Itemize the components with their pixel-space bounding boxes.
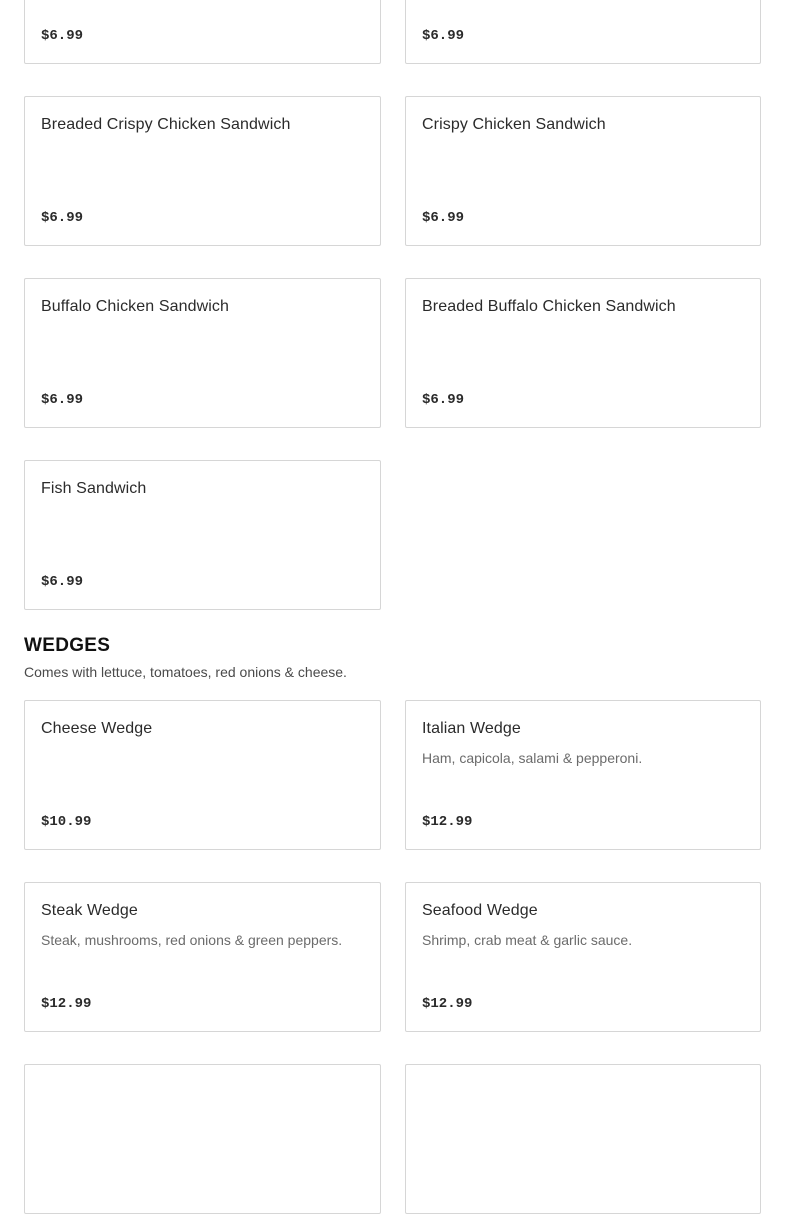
- item-name: Breaded Crispy Chicken Sandwich: [41, 116, 291, 133]
- menu-item-card-seafood-wedge[interactable]: [405, 882, 761, 1032]
- item-price: $6.99: [41, 28, 84, 44]
- wedges-grid: [24, 700, 761, 1214]
- item-price: $6.99: [422, 28, 465, 44]
- item-price: $6.99: [41, 210, 84, 226]
- wedges-section-header: [24, 635, 347, 681]
- menu-item-card[interactable]: [24, 1064, 381, 1214]
- item-name: Breaded Buffalo Chicken Sandwich: [422, 298, 676, 315]
- menu-item-card-breaded-buffalo-chicken[interactable]: [405, 278, 761, 428]
- section-description: Comes with lettuce, tomatoes, red onions & cheese.: [24, 664, 347, 680]
- item-name: Seafood Wedge: [422, 902, 538, 919]
- item-price: $6.99: [41, 392, 84, 408]
- menu-item-card-steak-wedge[interactable]: [24, 882, 381, 1032]
- menu-item-card-cheese-wedge[interactable]: [24, 700, 381, 850]
- menu-item-card-buffalo-chicken[interactable]: [24, 278, 381, 428]
- item-name: Cheese Wedge: [41, 720, 153, 737]
- item-price: $6.99: [41, 574, 84, 590]
- menu-item-card-italian-wedge[interactable]: [405, 700, 761, 850]
- item-price: $12.99: [422, 996, 473, 1012]
- item-description: Shrimp, crab meat & garlic sauce.: [422, 932, 633, 948]
- item-description: Ham, capicola, salami & pepperoni.: [422, 750, 643, 766]
- item-price: $6.99: [422, 210, 465, 226]
- item-name: Crispy Chicken Sandwich: [422, 116, 606, 133]
- menu-item-card-breaded-crispy-chicken[interactable]: [24, 96, 381, 246]
- item-price: $6.99: [422, 392, 465, 408]
- menu-item-card-crispy-chicken[interactable]: [405, 96, 761, 246]
- item-name: Italian Wedge: [422, 720, 521, 737]
- sandwiches-grid: [24, 0, 761, 610]
- item-price: $12.99: [422, 814, 473, 830]
- item-price: $10.99: [41, 814, 92, 830]
- section-title: WEDGES: [24, 635, 111, 656]
- item-price: $12.99: [41, 996, 92, 1012]
- item-name: Fish Sandwich: [41, 480, 147, 497]
- item-name: Buffalo Chicken Sandwich: [41, 298, 229, 315]
- menu-item-card[interactable]: [405, 0, 761, 64]
- menu-item-card[interactable]: [24, 0, 381, 64]
- item-name: Steak Wedge: [41, 902, 138, 919]
- menu-item-card-fish[interactable]: [24, 460, 381, 610]
- menu-item-card[interactable]: [405, 1064, 761, 1214]
- item-description: Steak, mushrooms, red onions & green peppers.: [41, 932, 343, 948]
